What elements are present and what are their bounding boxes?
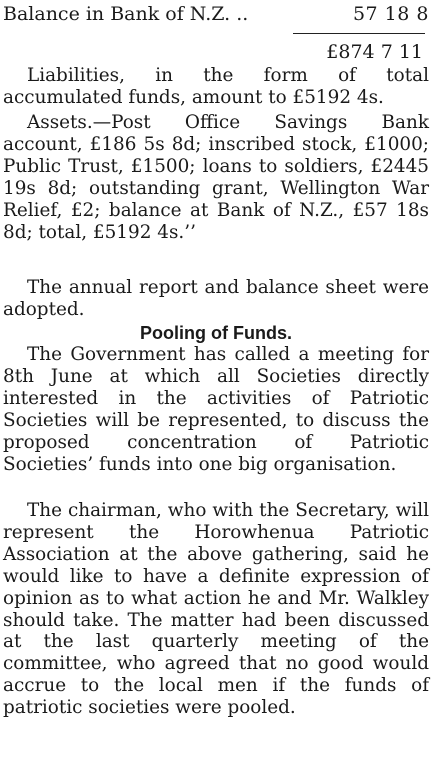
assets-paragraph: Assets.—Post Office Savings Bank account, £186 5s 8d; inscribed stock, £1000; Public Trust, £1500; loans to soldiers, £2445 19s 8d; outstanding grant, Wellington War Relief, £2; balance at Bank of N.Z., £57 18s 8d; total, £5192 4s.’’ (3, 112, 429, 243)
ledger-total: £874 7 11 (326, 41, 423, 63)
newspaper-column (3, 0, 429, 772)
government-meeting-paragraph: The Government has called a meeting for 8th June at which all Societies directly interested in the activities of Patriotic Societies will be represented, to discuss the proposed concentration of Patriotic Societies’ funds into one big organisation. (3, 344, 429, 475)
total-rule (293, 33, 425, 34)
adoption-paragraph: The annual report and balance sheet were adopted. (3, 277, 429, 320)
section-heading: Pooling of Funds. (140, 323, 292, 343)
ledger-amount: 57 18 8 (352, 3, 429, 25)
liabilities-paragraph: Liabilities, in the form of total accumulated funds, amount to £5192 4s. (3, 65, 429, 108)
chairman-paragraph: The chairman, who with the Secretary, will represent the Horowhenua Patriotic Association at the above gathering, said he would like to have a definite expression of opinion as to what action he and Mr. Walkley should take. The matter had been discussed at the last quarterly meeting of the committee, who agreed that no good would accrue to the local men if the funds of patriotic societies were pooled. (3, 500, 429, 719)
ledger-label: Balance in Bank of N.Z. .. (3, 3, 249, 25)
